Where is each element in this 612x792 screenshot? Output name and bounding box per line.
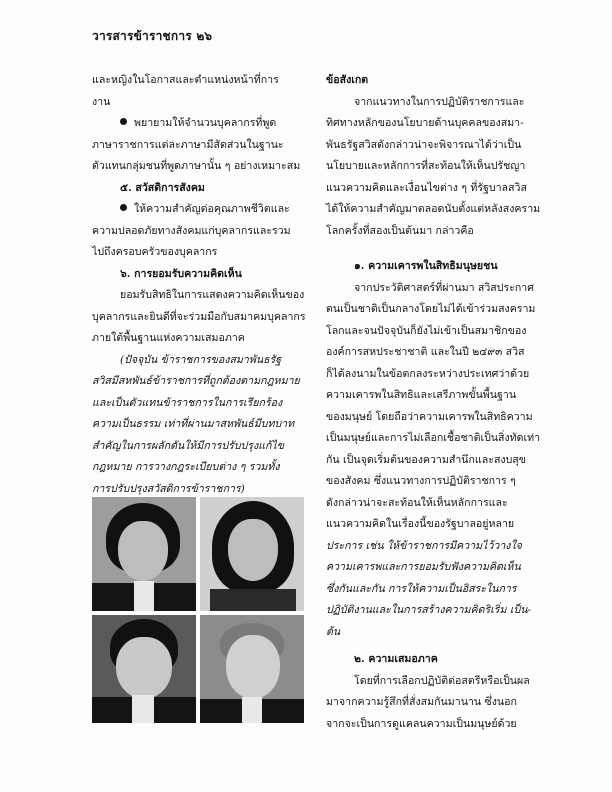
portrait-photo	[200, 615, 304, 723]
text-line: ได้ให้ความสำคัญมาตลอดนับตั้งแต่หลังสงคราม	[326, 203, 541, 215]
section-heading: ๕. สวัสดิการสังคม	[120, 181, 205, 194]
text-line: ภาษาราชการแต่ละภาษามีสัดส่วนในฐานะ	[92, 138, 284, 151]
section-heading: ๖. การยอมรับความคิดเห็น	[120, 267, 242, 280]
text-line: ตัวแทนกลุ่มชนที่พูดภาษานั้น ๆ อย่างเหมาะสม	[92, 160, 301, 172]
bullet-item	[92, 113, 306, 135]
text-line: แนวความคิดและเงื่อนไขต่าง ๆ ที่รัฐบาลสวิส	[326, 181, 527, 194]
bullet-icon	[120, 118, 127, 125]
text-line: ความเคารพในสิทธิและเสรีภาพขั้นพื้นฐาน	[326, 389, 517, 401]
bullet-icon	[120, 204, 127, 211]
text-line: ต้น	[326, 625, 341, 638]
text-line: ซึ่งกันและกัน การให้ความเป็นอิสระในการ	[326, 582, 517, 595]
text-line: ให้ความสำคัญต่อคุณภาพชีวิตและ	[134, 203, 290, 215]
portrait-photo	[200, 497, 304, 611]
quote-line: ความเป็นธรรม เท่าที่ผ่านมาสหพันธ์มีบทบาท	[92, 418, 295, 430]
text-line: ความปลอดภัยทางสังคมแก่บุคลากรและรวม	[92, 224, 291, 237]
text-line: จากประวัติศาสตร์ที่ผ่านมา สวิสประกาศ	[354, 281, 534, 294]
text-line: งาน	[92, 95, 111, 108]
text-line: มาจากความรู้สึกที่สั่งสมกันมานาน ซึ่งนอก	[326, 696, 517, 708]
text-line: จากจะเป็นการดูแคลนความเป็นมนุษย์ด้วย	[326, 717, 517, 730]
text-line: ก็ได้ลงนามในข้อตกลงระหว่างประเทศว่าด้วย	[326, 367, 530, 380]
text-line: พยายามให้จำนวนบุคลากรที่พูด	[134, 117, 277, 129]
text-line: โลกและจนปัจจุบันก็ยังไม่เข้าเป็นสมาชิกของ	[326, 324, 527, 337]
text-line: พันธรัฐสวิสดังกล่าวน่าจะพิจารณาได้ว่าเป็น	[326, 138, 522, 151]
running-head: วารสารข้าราชการ ๒๖	[92, 29, 213, 43]
text-line: ของสังคม ซึ่งแนวทางการปฏิบัติราชการ ๆ	[326, 475, 516, 487]
text-line: กัน เป็นจุดเริ่มต้นของความสำนึกและสงบสุข	[326, 453, 527, 466]
left-column	[92, 70, 306, 500]
text-line: โลกครั้งที่สองเป็นต้นมา กล่าวคือ	[326, 224, 474, 237]
portrait-photo	[92, 497, 196, 611]
text-line: โดยที่การเลือกปฏิบัติต่อสตรีหรือเป็นผล	[354, 674, 530, 687]
quote-line: การปรับปรุงสวัสดิการข้าราชการ)	[92, 482, 245, 495]
text-line: ปฏิบัติงานและในการสร้างความคิดริเริ่ม เป็น-	[326, 604, 532, 616]
text-line: ดังกล่าวน่าจะสะท้อนให้เห็นหลักการและ	[326, 496, 508, 509]
text-line: นโยบายและหลักการที่สะท้อนให้เห็นปรัชญา	[326, 160, 526, 172]
photo-grid	[92, 497, 304, 723]
text-line: องค์การสหประชาชาติ และในปี ๒๔๙๓ สวิส	[326, 346, 525, 358]
portrait-photo	[92, 615, 196, 723]
quote-line: กฎหมาย การวางกฎระเบียบต่าง ๆ รวมทั้ง	[92, 461, 280, 473]
text-line: ประการ เช่น ให้ข้าราชการมีความไว้วางใจ	[326, 539, 522, 552]
text-line: เป็นมนุษย์และการไม่เลือกเชื้อชาติเป็นสิ่งทัดเท่า	[326, 432, 541, 444]
text-line: ความเคารพและการยอมรับฟังความคิดเห็น	[326, 561, 521, 573]
text-line: ทิศทางหลักของนโยบายด้านบุคคลของสมา-	[326, 117, 524, 129]
right-column	[326, 70, 548, 735]
section-heading: ๒. ความเสมอภาค	[354, 653, 438, 665]
text-line: ภายใต้พื้นฐานแห่งความเสมอภาค	[92, 332, 245, 344]
quote-line: และเป็นตัวแทนข้าราชการในการเรียกร้อง	[92, 396, 283, 409]
quote-line: สำคัญในการผลักดันให้มีการปรับปรุงแก้ไข	[92, 439, 284, 452]
text-line: บุคลากรและยินดีที่จะร่วมมือกับสมาคมบุคลากร	[92, 310, 306, 323]
text-line: ไปถึงครอบครัวของบุคลากร	[92, 246, 218, 258]
text-line: ยอมรับสิทธิในการแสดงความคิดเห็นของ	[120, 289, 305, 301]
section-heading: ๑. ความเคารพในสิทธิมนุษยชน	[354, 260, 498, 272]
section-heading: ข้อสังเกต	[326, 74, 369, 86]
bullet-item	[92, 199, 306, 221]
text-line: ของมนุษย์ โดยถือว่าความเคารพในสิทธิความ	[326, 410, 533, 423]
text-line: และหญิงในโอกาสและตำแหน่งหน้าที่การ	[92, 74, 279, 86]
quote-line: สวิสมีสหพันธ์ข้าราชการที่ถูกต้องตามกฎหมาย	[92, 375, 300, 387]
text-line: ตนเป็นชาติเป็นกลางโดยไม่ได้เข้าร่วมสงคราม	[326, 303, 536, 315]
text-line: จากแนวทางในการปฏิบัติราชการและ	[354, 95, 525, 108]
text-line: แนวความคิดในเรื่องนี้ของรัฐบาลอยู่หลาย	[326, 518, 515, 530]
quote-line: (ปัจจุบัน ข้าราชการของสมาพันธรัฐ	[120, 353, 282, 366]
